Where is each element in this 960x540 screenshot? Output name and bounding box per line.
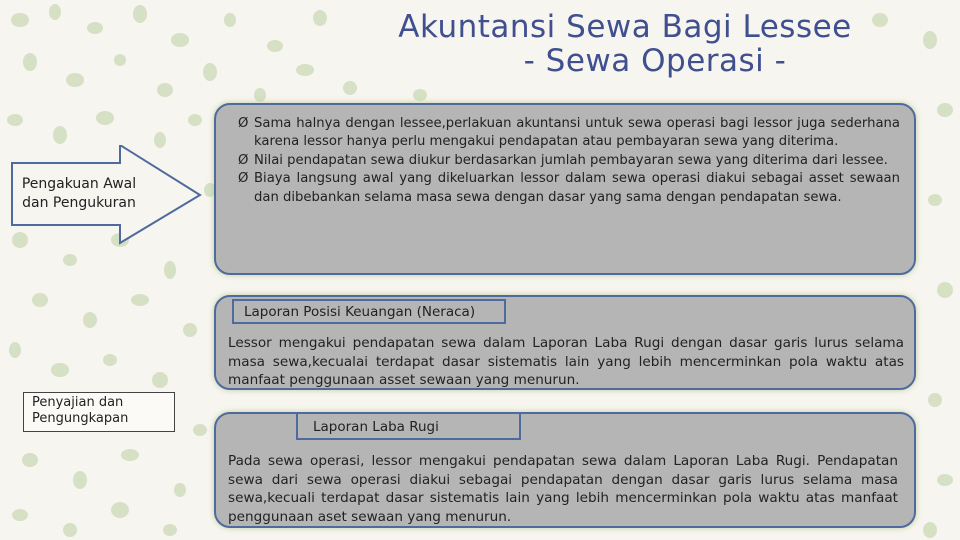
pengakuan-bullet-list (238, 115, 900, 207)
labarugi-tag: Laporan Laba Rugi (296, 412, 521, 440)
bullet-text: Nilai pendapatan sewa diukur berdasarkan jumlah pembayaran sewa yang diterima dari lessee. (254, 152, 888, 168)
neraca-tag: Laporan Posisi Keuangan (Neraca) (232, 299, 506, 324)
section-label-penyajian: Penyajian dan Pengungkapan (23, 392, 175, 432)
title-line-2: - Sewa Operasi - (523, 43, 787, 79)
bullet-text: Sama halnya dengan lessee,perlakuan akuntansi untuk sewa operasi bagi lessor juga sederhana karena lessor hanya perlu mengakui pendapatan atau pembayaran sewa yang diterima. (254, 116, 900, 150)
pengakuan-box (214, 103, 916, 275)
labarugi-text: Pada sewa operasi, lessor mengakui pendapatan sewa dalam Laporan Laba Rugi. Pendapatan sewa dari sewa operasi diakui sebagai pendapatan dengan dasar garis lurus selama masa sewa,kecuali terdapat dasar sistematis lain yang lebih mencerminkan pola waktu atas manfaat penggunaan aset sewaan yang menurun. (228, 453, 898, 525)
title-line-1: Akuntansi Sewa Bagi Lessee (398, 9, 852, 45)
bullet-item (238, 115, 900, 152)
bullet-item (238, 152, 900, 170)
arrow-bullet-icon: Ø (238, 152, 249, 168)
page-title (330, 10, 920, 78)
bullet-item (238, 170, 900, 207)
neraca-text: Lessor mengakui pendapatan sewa dalam Laporan Laba Rugi dengan dasar garis lurus selama masa sewa,kecualai terdapat dasar sistematis lain yang lebih mencerminkan pola waktu atas manfaat penggunaan asset sewaan yang menurun. (228, 335, 904, 388)
section-label-pengakuan: Pengakuan Awal dan Pengukuran (21, 176, 137, 211)
bullet-text: Biaya langsung awal yang dikeluarkan lessor dalam sewa operasi diakui sebagai asset sewaan dan dibebankan selama masa sewa dengan dasar yang sama dengan pendapatan sewa. (254, 171, 900, 205)
arrow-bullet-icon: Ø (238, 171, 249, 187)
arrow-bullet-icon: Ø (238, 116, 249, 131)
